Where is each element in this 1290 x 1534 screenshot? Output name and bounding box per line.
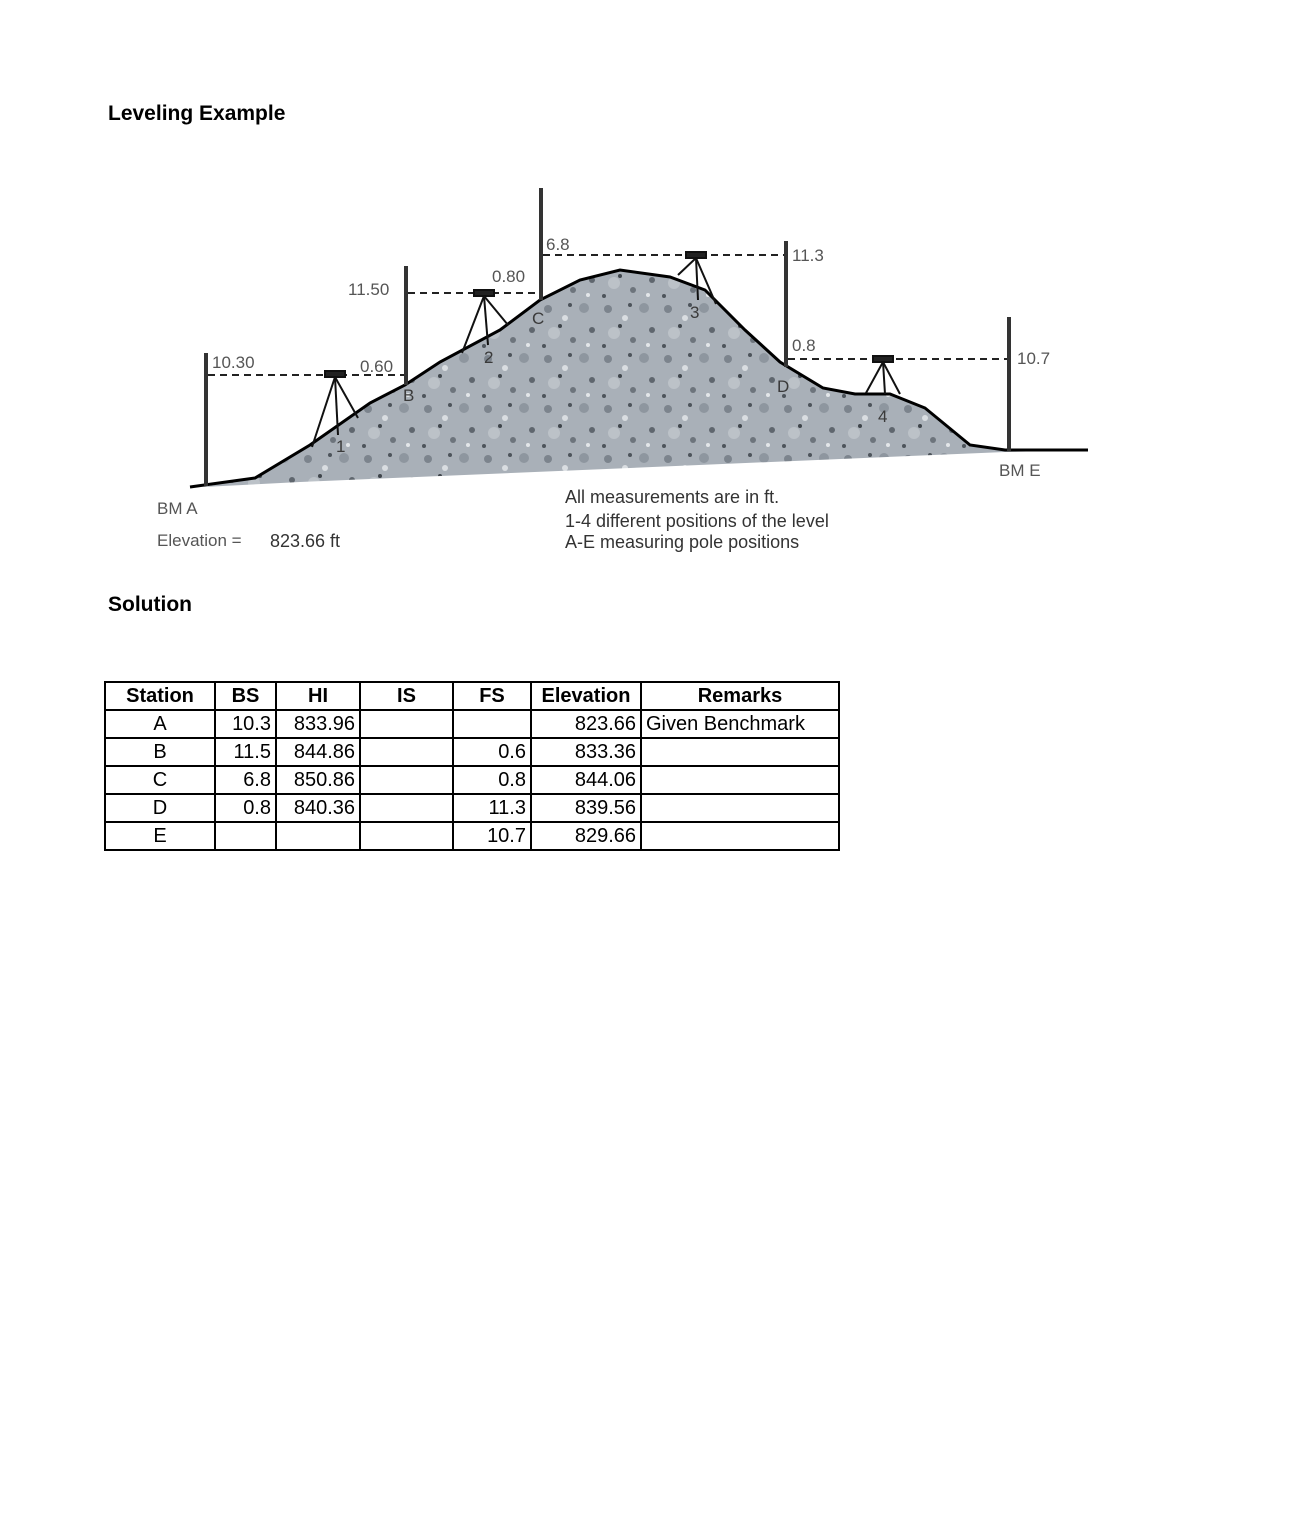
reading-d-backsight: 0.8 xyxy=(792,336,816,355)
cell-remarks xyxy=(641,822,839,850)
pole-label-c: C xyxy=(532,309,545,328)
benchmark-e-label: BM E xyxy=(999,461,1041,480)
cell-remarks xyxy=(641,738,839,766)
reading-e-foresight: 10.7 xyxy=(1017,349,1051,368)
reading-c-backsight: 6.8 xyxy=(546,235,570,254)
col-header-is: IS xyxy=(360,682,453,710)
level-number-2: 2 xyxy=(484,348,494,367)
elevation-value: 823.66 ft xyxy=(270,531,341,551)
cell-elevation: 839.56 xyxy=(531,794,641,822)
note-pole-positions: A-E measuring pole positions xyxy=(565,532,800,552)
col-header-fs: FS xyxy=(453,682,531,710)
cell-fs: 11.3 xyxy=(453,794,531,822)
col-header-remarks: Remarks xyxy=(641,682,839,710)
cell-elevation: 844.06 xyxy=(531,766,641,794)
col-header-station: Station xyxy=(105,682,215,710)
cell-is xyxy=(360,738,453,766)
cell-station: B xyxy=(105,738,215,766)
cell-fs xyxy=(453,710,531,738)
note-units: All measurements are in ft. xyxy=(565,487,780,507)
col-header-bs: BS xyxy=(215,682,276,710)
reading-b-foresight: 0.60 xyxy=(360,357,394,376)
cell-bs: 0.8 xyxy=(215,794,276,822)
leveling-diagram xyxy=(0,0,1290,600)
cell-elevation: 833.36 xyxy=(531,738,641,766)
cell-is xyxy=(360,794,453,822)
cell-is xyxy=(360,710,453,738)
cell-elevation: 823.66 xyxy=(531,710,641,738)
table-row xyxy=(105,738,839,766)
table-row xyxy=(105,766,839,794)
cell-bs: 10.3 xyxy=(215,710,276,738)
table-row xyxy=(105,710,839,738)
level-number-1: 1 xyxy=(336,437,346,456)
reading-c-foresight: 0.80 xyxy=(492,267,526,286)
cell-remarks xyxy=(641,766,839,794)
cell-bs xyxy=(215,822,276,850)
cell-hi: 844.86 xyxy=(276,738,360,766)
cell-station: C xyxy=(105,766,215,794)
reading-d-foresight: 11.3 xyxy=(792,246,824,265)
level-number-3: 3 xyxy=(690,303,700,322)
cell-station: A xyxy=(105,710,215,738)
cell-remarks xyxy=(641,794,839,822)
cell-remarks: Given Benchmark xyxy=(641,710,839,738)
cell-station: D xyxy=(105,794,215,822)
benchmark-a-label: BM A xyxy=(157,499,198,518)
solution-heading: Solution xyxy=(108,593,192,616)
leveling-diagram-svg xyxy=(0,0,1290,600)
pole-label-d: D xyxy=(777,377,790,396)
cell-fs: 0.8 xyxy=(453,766,531,794)
page-title: Leveling Example xyxy=(108,102,286,125)
cell-bs: 11.5 xyxy=(215,738,276,766)
solution-table xyxy=(104,681,840,851)
level-number-4: 4 xyxy=(878,407,888,426)
reading-b-backsight: 11.50 xyxy=(348,280,390,299)
cell-hi: 850.86 xyxy=(276,766,360,794)
cell-hi xyxy=(276,822,360,850)
col-header-hi: HI xyxy=(276,682,360,710)
table-header-row xyxy=(105,682,839,710)
table-row xyxy=(105,794,839,822)
note-level-positions: 1-4 different positions of the level xyxy=(565,511,829,531)
cell-bs: 6.8 xyxy=(215,766,276,794)
cell-hi: 840.36 xyxy=(276,794,360,822)
cell-is xyxy=(360,822,453,850)
col-header-elevation: Elevation xyxy=(531,682,641,710)
pole-label-b: B xyxy=(403,386,415,405)
cell-elevation: 829.66 xyxy=(531,822,641,850)
cell-fs: 0.6 xyxy=(453,738,531,766)
cell-hi: 833.96 xyxy=(276,710,360,738)
reading-a-backsight: 10.30 xyxy=(212,353,255,372)
level-instrument-4 xyxy=(866,356,900,394)
cell-fs: 10.7 xyxy=(453,822,531,850)
cell-is xyxy=(360,766,453,794)
elevation-label: Elevation = xyxy=(157,531,242,550)
cell-station: E xyxy=(105,822,215,850)
table-row xyxy=(105,822,839,850)
